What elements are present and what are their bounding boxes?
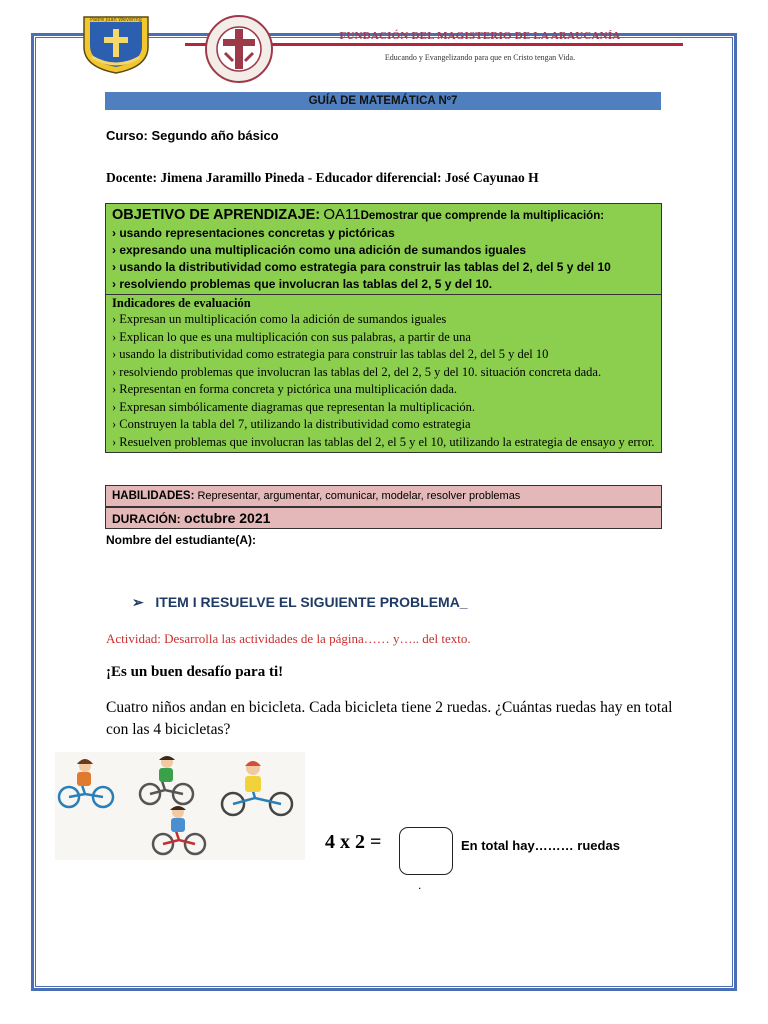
foundation-seal-logo: [203, 13, 275, 85]
teacher-label: Docente:: [106, 170, 157, 185]
objective-label: OBJETIVO DE APRENDIZAJE:: [112, 207, 321, 223]
total-wheels-text: En total hay……… ruedas: [461, 838, 620, 853]
objective-heading: [112, 206, 655, 225]
duration-row: [105, 507, 662, 529]
indicators-title: Indicadores de evaluación: [112, 296, 251, 310]
word-problem: Cuatro niños andan en bicicleta. Cada bicicleta tiene 2 ruedas. ¿Cuántas ruedas hay en total con las 4 bicicletas?: [106, 699, 673, 738]
educator-label: Educador diferencial:: [315, 170, 442, 185]
indicators-section: [106, 295, 661, 452]
multiplication-equation: 4 x 2 =: [325, 831, 382, 853]
indicator-item: › Explican lo que es una multiplicación con sus palabras, a partir de una: [112, 329, 471, 344]
skills-value: Representar, argumentar, comunicar, modelar, resolver problemas: [197, 490, 521, 502]
educator-name: José Cayunao H: [444, 170, 539, 185]
skills-row: [105, 485, 662, 507]
indicator-item: › usando la distributividad como estrategia para construir las tablas del 2, del 5 y del 10: [112, 347, 549, 361]
foundation-name: FUNDACIÓN DEL MAGISTERIO DE LA ARAUCANÍA: [339, 30, 621, 42]
crest-text: Padre Juan Wevering: [90, 17, 142, 23]
challenge-heading: ¡Es un buen desafío para ti!: [106, 664, 284, 680]
course-line: Curso: Segundo año básico: [106, 128, 279, 143]
school-crest-logo: [78, 13, 154, 75]
activity-instruction: Actividad: Desarrolla las actividades de la página…… y….. del texto.: [106, 631, 471, 646]
indicator-item: › resolviendo problemas que involucran las tablas del 2, del 2, 5 y del 10. situación concreta dada.: [112, 364, 602, 379]
objective-item: › usando la distributividad como estrategia para construir las tablas del 2, del 5 y del 10: [112, 260, 611, 274]
cyclist-figure: [140, 756, 193, 804]
student-name-label: Nombre del estudiante(A):: [106, 533, 257, 547]
indicator-item: › Expresan un multiplicación como la adición de sumandos iguales: [112, 312, 447, 326]
teacher-name: Jimena Jaramillo Pineda -: [160, 170, 316, 185]
objective-item: › expresando una multiplicación como una adición de sumandos iguales: [112, 243, 527, 257]
cyclist-figure: [59, 759, 113, 807]
duration-label: DURACIÓN:: [112, 512, 181, 526]
foundation-motto: Educando y Evangelizando para que en Cristo tengan Vida.: [384, 53, 576, 62]
skills-label: HABILIDADES:: [112, 490, 195, 502]
item-heading: [132, 594, 468, 611]
kids-bicycles-illustration: [55, 752, 305, 860]
objective-code: OA11: [323, 206, 361, 223]
objective-item: › usando representaciones concretas y pictóricas: [112, 226, 395, 240]
guide-title-banner: GUÍA DE MATEMÁTICA Nº7: [105, 92, 661, 110]
indicator-item: › Resuelven problemas que involucran las tablas del 2, el 5 y el 10, utilizando la estrategia de ensayo y error.: [112, 434, 655, 449]
item-title: ITEM I RESUELVE EL SIGUIENTE PROBLEMA_: [155, 594, 468, 610]
indicator-item: › Representan en forma concreta y pictórica una multiplicación dada.: [112, 382, 457, 396]
objective-text: Demostrar que comprende la multiplicación:: [360, 210, 605, 222]
stray-dot: .: [418, 878, 422, 892]
indicator-item: › Expresan simbólicamente diagramas que representan la multiplicación.: [112, 399, 476, 414]
cyclist-figure: [222, 761, 292, 815]
answer-box[interactable]: [399, 827, 453, 875]
objectives-box: [105, 203, 662, 453]
arrow-bullet-icon: ➢: [132, 594, 144, 610]
teacher-line: [106, 170, 539, 186]
duration-value: octubre 2021: [184, 510, 271, 526]
indicator-item: › Construyen la tabla del 7, utilizando la distributividad como estrategia: [112, 417, 471, 431]
cyclist-figure: [153, 806, 205, 854]
objective-item: › resolviendo problemas que involucran las tablas del 2, 5 y del 10.: [112, 277, 493, 291]
objective-section: [106, 204, 661, 295]
